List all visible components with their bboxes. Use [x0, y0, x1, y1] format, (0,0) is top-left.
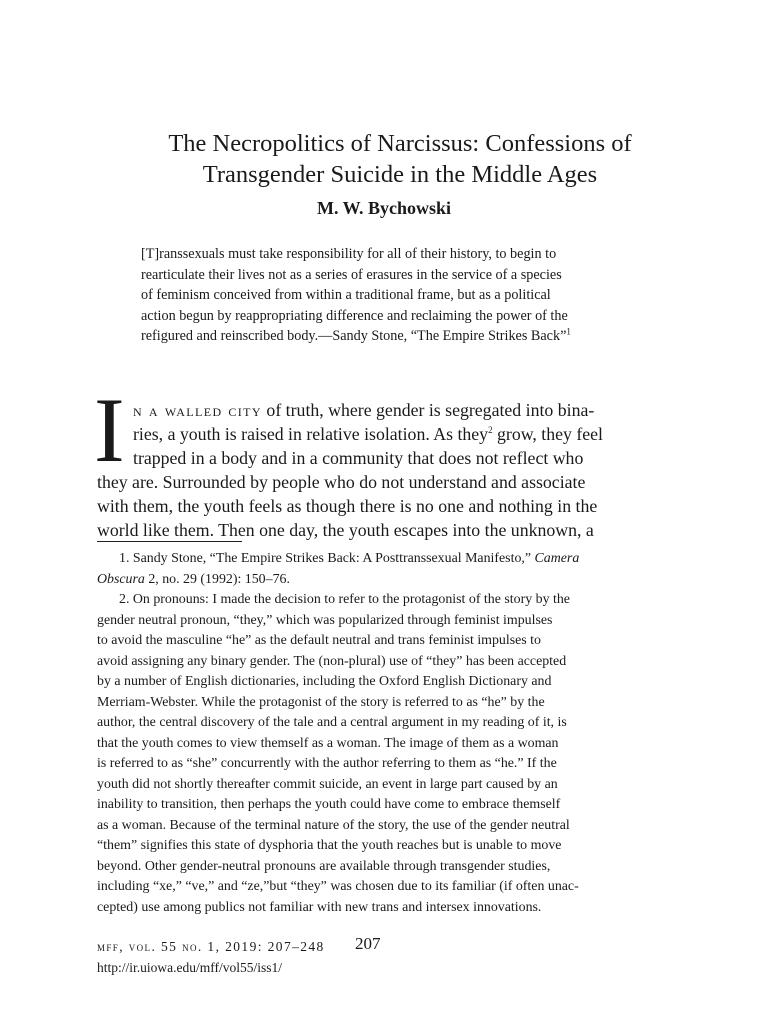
- body-line: [97, 422, 672, 446]
- footnote-2-line: is referred to as “she” concurrently with the author referring to them as “he.” If the: [97, 756, 557, 771]
- footnote-2-line: to avoid the masculine “he” as the default neutral and trans feminist impulses to: [97, 633, 541, 648]
- body-line: [97, 398, 672, 422]
- article-title: [100, 128, 700, 190]
- footnote-2-line: cepted) use among publics not familiar with new trans and intersex innovations.: [97, 899, 542, 915]
- footnote-divider: [97, 541, 242, 542]
- epigraph-line: rearticulate their lives not as a series of erasures in the service of a species: [141, 266, 562, 283]
- epigraph-line: action begun by reappropriating difference and reclaiming the power of the: [141, 307, 568, 324]
- epigraph-line-text: refigured and reinscribed body.—Sandy Stone, “The Empire Strikes Back”: [141, 328, 567, 344]
- body-line-text: grow, they feel: [492, 424, 603, 444]
- title-line-1: The Necropolitics of Narcissus: Confessions of: [168, 130, 632, 157]
- footnote-2-line: 2. On pronouns: I made the decision to refer to the protagonist of the story by the: [119, 592, 570, 607]
- author-name: M. W. Bychowski: [316, 198, 452, 218]
- body-line-text: of truth, where gender is segregated into bina-: [261, 400, 595, 420]
- footnote-2-line: gender neutral pronoun, “they,” which was popularized through feminist impulses: [97, 612, 553, 628]
- small-caps-opening: n a walled city: [133, 400, 262, 420]
- source-url[interactable]: http://ir.uiowa.edu/mff/vol55/iss1/: [97, 960, 282, 975]
- footnote-1-text: 1. Sandy Stone, “The Empire Strikes Back: A Posttranssexual Manifesto,”: [119, 551, 535, 566]
- page-number: 207: [355, 934, 381, 953]
- body-line: world like them. Then one day, the youth escapes into the unknown, a: [97, 520, 594, 540]
- footnote-2-line: avoid assigning any binary gender. The (non-plural) use of “they” has been accepted: [97, 653, 567, 669]
- title-line-2: Transgender Suicide in the Middle Ages: [202, 161, 598, 188]
- footnote-ref-2[interactable]: 2: [488, 425, 493, 436]
- body-text: [97, 398, 672, 542]
- body-line: with them, the youth feels as though there is no one and nothing in the: [97, 496, 598, 516]
- journal-title-cont: Obscura: [97, 571, 145, 587]
- footnote-2-line: including “xe,” “ve,” and “ze,”but “they” was chosen due to its familiar (if often unac-: [97, 879, 579, 894]
- body-line: trapped in a body and in a community that does not reflect who: [133, 448, 584, 468]
- footnotes: [97, 549, 677, 918]
- footnote-2-line: author, the central discovery of the tale and a central argument in my reading of it, is: [97, 715, 567, 730]
- page-footer: [97, 936, 497, 978]
- epigraph-line: [141, 326, 641, 347]
- body-line: they are. Surrounded by people who do not understand and associate: [97, 472, 586, 492]
- body-line-text: ries, a youth is raised in relative isolation. As they: [133, 424, 489, 444]
- footnote-1-citation: 2, no. 29 (1992): 150–76.: [144, 571, 290, 587]
- footnote-2-line: inability to transition, then perhaps the youth could have come to embrace themself: [97, 797, 561, 812]
- epigraph: [141, 244, 641, 347]
- footnote-1-cont: [97, 570, 677, 591]
- footnote-2-line: that the youth comes to view themself as a woman. The image of them as a woman: [97, 735, 559, 751]
- drop-cap: I: [94, 379, 125, 481]
- footnote-2-line: by a number of English dictionaries, including the Oxford English Dictionary and: [97, 674, 552, 689]
- footnote-2-line: “them” signifies this state of dysphoria that the youth reaches but is unable to move: [97, 838, 562, 853]
- footnote-1: [97, 549, 677, 570]
- footnote-2-line: Merriam-Webster. While the protagonist of the story is referred to as “he” by the: [97, 694, 545, 710]
- footnote-2-line: beyond. Other gender-neutral pronouns are available through transgender studies,: [97, 858, 551, 874]
- journal-title: Camera: [534, 551, 580, 566]
- journal-citation: mff, vol. 55 no. 1, 2019: 207–248: [97, 939, 325, 954]
- footnote-2-line: as a woman. Because of the terminal nature of the story, the use of the gender neutral: [97, 817, 570, 833]
- epigraph-line: [T]ranssexuals must take responsibility for all of their history, to begin to: [141, 246, 557, 262]
- footnote-ref-1[interactable]: 1: [566, 326, 571, 337]
- footnote-2-line: youth did not shortly thereafter commit suicide, an event in large part caused by an: [97, 776, 558, 792]
- epigraph-line: of feminism conceived from within a traditional frame, but as a political: [141, 287, 551, 303]
